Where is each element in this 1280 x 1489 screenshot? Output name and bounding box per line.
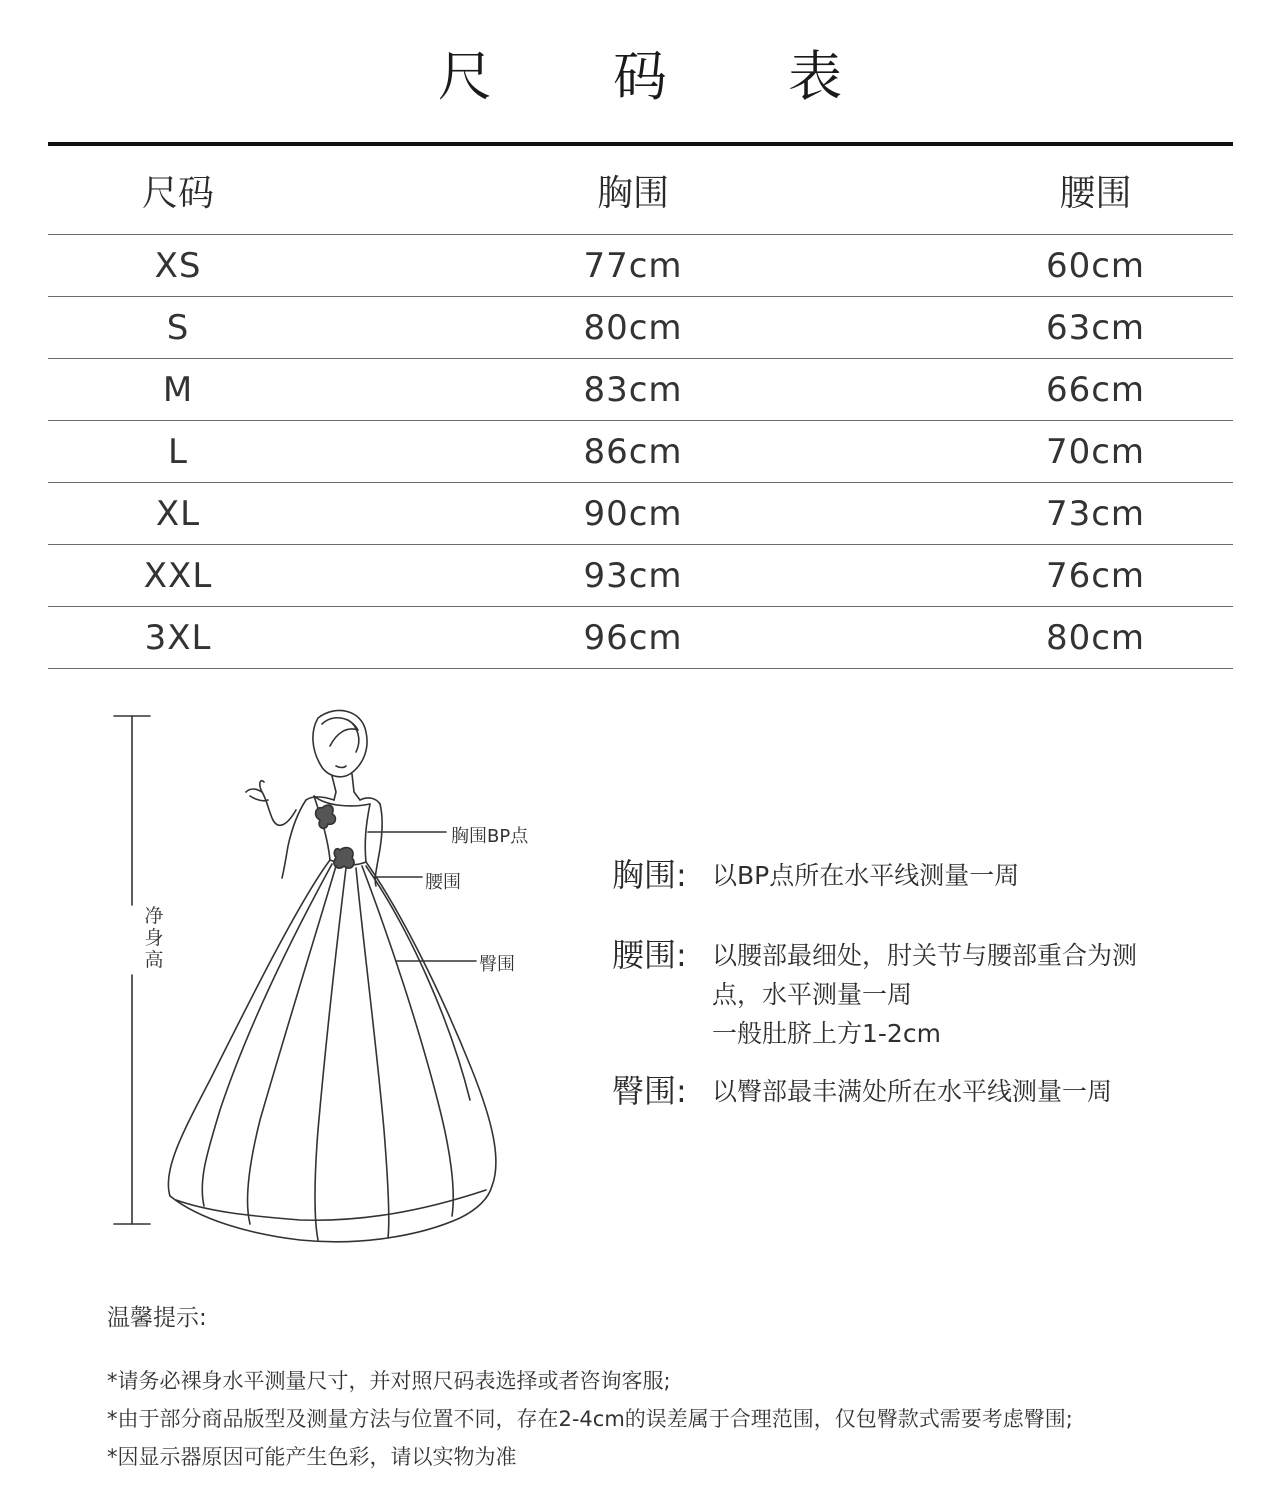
- header-size: 尺码: [48, 146, 308, 235]
- bust-callout-label: 胸围BP点: [451, 826, 529, 847]
- table-row: [48, 235, 1233, 297]
- tip-item: *由于部分商品版型及测量方法与位置不同，存在2-4cm的误差属于合理范围，仅包臀款式需要考虑臀围;: [107, 1407, 1073, 1431]
- bust-cell: 86cm: [308, 421, 958, 483]
- height-label: 净身高: [144, 905, 164, 971]
- tips-list: [107, 1362, 1073, 1476]
- waist-cell: 80cm: [958, 607, 1233, 669]
- size-cell: XL: [48, 483, 308, 545]
- explanation-desc: 以BP点所在水平线测量一周: [712, 861, 1020, 890]
- table-row: [48, 421, 1233, 483]
- size-cell: M: [48, 359, 308, 421]
- waist-cell: 76cm: [958, 545, 1233, 607]
- table-row: [48, 545, 1233, 607]
- bust-cell: 90cm: [308, 483, 958, 545]
- explanation-desc: 以腰部最细处，肘关节与腰部重合为测 点，水平测量一周 一般肚脐上方1-2cm: [712, 941, 1138, 1048]
- tip-item: *请务必裸身水平测量尺寸，并对照尺码表选择或者咨询客服;: [107, 1369, 671, 1393]
- page-title: 尺 码 表: [437, 45, 895, 108]
- explanation-desc: 以臀部最丰满处所在水平线测量一周: [712, 1077, 1113, 1106]
- explanation-term: 胸围:: [612, 856, 687, 894]
- size-table: [48, 146, 1233, 669]
- dress-figure-illustration: [100, 700, 580, 1260]
- bust-cell: 77cm: [308, 235, 958, 297]
- waist-cell: 63cm: [958, 297, 1233, 359]
- bust-cell: 96cm: [308, 607, 958, 669]
- waist-cell: 60cm: [958, 235, 1233, 297]
- size-cell: XXL: [48, 545, 308, 607]
- waist-cell: 66cm: [958, 359, 1233, 421]
- table-row: [48, 297, 1233, 359]
- table-row: [48, 359, 1233, 421]
- size-cell: L: [48, 421, 308, 483]
- header-waist: 腰围: [958, 146, 1233, 235]
- size-cell: XS: [48, 235, 308, 297]
- waist-callout-label: 腰围: [425, 872, 461, 893]
- table-header-row: [48, 146, 1233, 235]
- table-row: [48, 483, 1233, 545]
- hip-callout-label: 臀围: [479, 954, 515, 975]
- bust-cell: 83cm: [308, 359, 958, 421]
- size-cell: 3XL: [48, 607, 308, 669]
- table-row: [48, 607, 1233, 669]
- explanation-term: 腰围:: [612, 936, 687, 974]
- header-bust: 胸围: [308, 146, 958, 235]
- size-cell: S: [48, 297, 308, 359]
- bust-cell: 80cm: [308, 297, 958, 359]
- waist-cell: 70cm: [958, 421, 1233, 483]
- tip-item: *因显示器原因可能产生色彩，请以实物为准: [107, 1445, 517, 1469]
- explanation-term: 臀围:: [612, 1072, 687, 1110]
- tips-title: 温馨提示:: [107, 1305, 207, 1331]
- waist-cell: 73cm: [958, 483, 1233, 545]
- bust-cell: 93cm: [308, 545, 958, 607]
